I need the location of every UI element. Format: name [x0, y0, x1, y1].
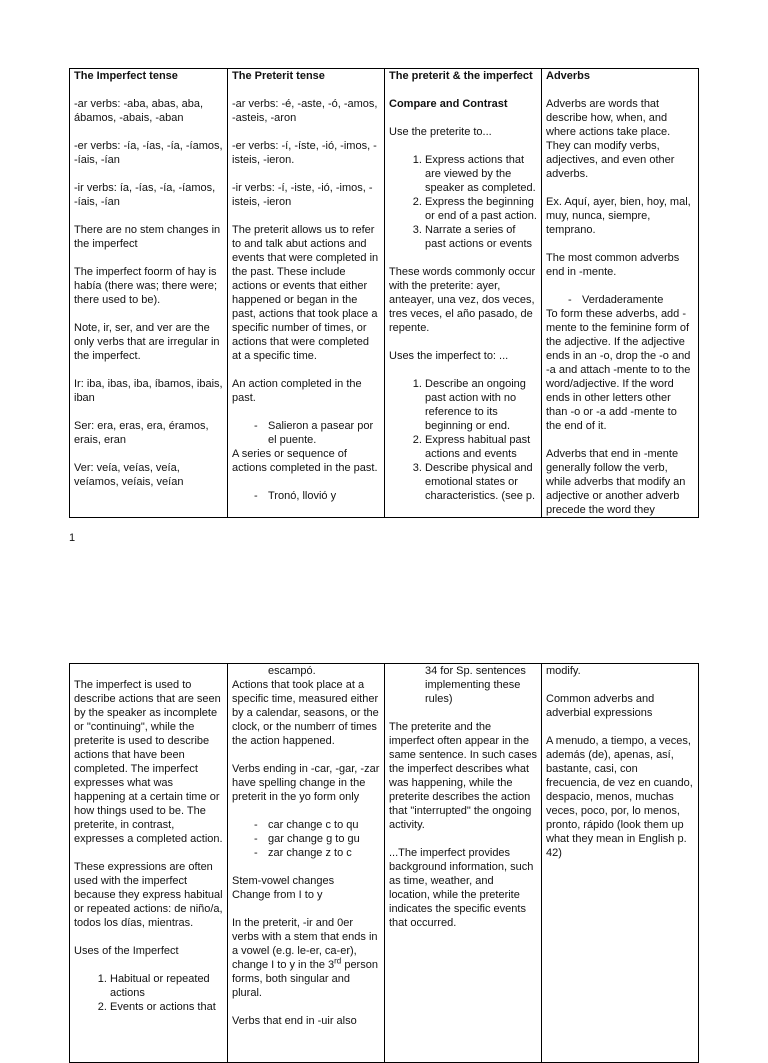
imperfect-ser-conjugation: Ser: era, eras, era, éramos, erais, eran: [74, 420, 209, 446]
imperfect-list-cont: 34 for Sp. sentences implementing these rules): [425, 665, 526, 705]
preterit-ir-endings: -ir verbs: -í, -iste, -ió, -imos, -isteis, -ieron: [232, 182, 373, 208]
preterit-er-endings: -er verbs: -í, -íste, -ió, -imos, -isteis, -ieron.: [232, 140, 377, 166]
preterit-spelling-change: Verbs ending in -car, -gar, -zar have spelling change in the preterit in the yo form only: [232, 763, 380, 803]
list-item: 3. Narrate a series of past actions or events: [425, 223, 537, 251]
use-preterite-heading: Use the preterite to...: [389, 126, 492, 138]
preterit-example-2: - Tronó, llovió y: [254, 489, 380, 503]
imperfect-ar-endings: -ar verbs: -aba, abas, aba, ábamos, -abais, -aban: [74, 98, 204, 124]
preterit-column: [228, 69, 385, 518]
stem-change-rule: Change from I to y: [232, 889, 323, 901]
adverbs-examples: Ex. Aquí, ayer, bien, hoy, mal, muy, nunca, siempre, temprano.: [546, 196, 691, 236]
list-item: 2. Express the beginning or end of a past action.: [425, 195, 537, 223]
preterit-y-note: In the preterit, -ir and 0er verbs with a stem that ends in a vowel (e.g. le-er, ca-er), change I to y in the 3rd person forms, both singular and plural.: [232, 917, 378, 999]
adverbs-title: Adverbs: [546, 70, 591, 82]
adverbs-intro: Adverbs are words that describe how, when, and where actions take place. They can modify verbs, adjectives, and even other adverbs.: [546, 98, 675, 180]
compare-background: ...The imperfect provides background information, such as time, weather, and location, while the preterite indicates the specific events that occurred.: [389, 847, 534, 929]
adverbs-column: [542, 69, 699, 518]
preterit-example-1: - Salieron a pasear por el puente.: [254, 419, 380, 447]
preterit-uir-note: Verbs that end in -uir also: [232, 1015, 357, 1027]
list-item: - gar change g to gu: [254, 832, 380, 846]
imperfect-hay: The imperfect foorm of hay is había (there was; there were; there used to be).: [74, 266, 218, 306]
list-item: - car change c to qu: [254, 818, 380, 832]
preterit-allows: The preterit allows us to refer to and talk abut actions and events that were completed in the past. These include actions or events that either happened or began in the past, actions that took place a specific number of times, or actions that were completed at a specific time.: [232, 224, 379, 362]
imperfect-irregular-note: Note, ir, ser, and ver are the only verbs that are irregular in the imperfect.: [74, 322, 220, 362]
adverbs-follow: Adverbs that end in -mente generally follow the verb, while adverbs that modify an adjective or another adverb precede the word they: [546, 448, 686, 516]
imperfect-no-stem: There are no stem changes in the imperfect: [74, 224, 221, 250]
compare-together: The preterite and the imperfect often appear in the same sentence. In such cases the imperfect describes what was happening, while the preterite describes the action that "interrupted" the ongoing activity.: [389, 721, 537, 831]
preterit-completed: An action completed in the past.: [232, 378, 362, 404]
imperfect-ver-conjugation: Ver: veía, veías, veía, veíamos, veíais, veían: [74, 462, 184, 488]
preterite-uses-list: [389, 153, 537, 251]
imperfect-column-cont: [70, 664, 228, 1063]
preterit-ar-endings: -ar verbs: -é, -aste, -ó, -amos, -asteis, -aron: [232, 98, 378, 124]
adverbs-follow-cont: modify.: [546, 665, 581, 677]
list-item: 2. Express habitual past actions and events: [425, 433, 537, 461]
compare-title: The preterit & the imperfect: [389, 70, 533, 82]
list-item: 2. Events or actions that: [110, 1000, 223, 1014]
preterit-specific-time: Actions that took place at a specific time, measured either by a calendar, seasons, or the clock, or the numberr of times the action happened.: [232, 679, 379, 747]
adverb-example-word: - Verdaderamente: [568, 293, 694, 307]
use-imperfect-heading: Uses the imperfect to: ...: [389, 350, 509, 362]
adverbs-form: To form these adverbs, add -mente to the feminine form of the adjective. If the adjective ends in an -o, drop the -o and -a and attach -mente to to the word/adjective. If the word ends in other letters other than -o or -a add -mente to the end of it.: [546, 308, 691, 432]
list-item: 1. Express actions that are viewed by the speaker as completed.: [425, 153, 537, 195]
preterit-column-cont: [228, 664, 385, 1063]
compare-subtitle: Compare and Contrast: [389, 98, 508, 110]
preterit-series: A series or sequence of actions completed in the past.: [232, 448, 378, 474]
page-number: 1: [69, 532, 76, 544]
list-item: 3. Describe physical and emotional states or characteristics. (see p.: [425, 461, 537, 503]
compare-column-cont: [385, 664, 542, 1063]
adverbs-common: The most common adverbs end in -mente.: [546, 252, 680, 278]
grammar-table-bottom: [69, 663, 699, 1063]
imperfect-ir-conjugation: Ir: iba, ibas, iba, íbamos, ibais, iban: [74, 378, 223, 404]
imperfect-ir-endings: -ir verbs: ía, -ías, -ía, -íamos, -íais, -ían: [74, 182, 216, 208]
grammar-table-top: [69, 68, 699, 518]
list-item: - zar change z to c: [254, 846, 380, 860]
imperfect-column: [70, 69, 228, 518]
preterit-title: The Preterit tense: [232, 70, 325, 82]
preterit-example-2-cont: escampó.: [268, 665, 316, 677]
preterite-words: These words commonly occur with the preterite: ayer, anteayer, una vez, dos veces, tres veces, el año pasado, de repente.: [389, 266, 536, 334]
adverbs-column-cont: [542, 664, 699, 1063]
imperfect-title: The Imperfect tense: [74, 70, 178, 82]
imperfect-uses-title: Uses of the Imperfect: [74, 945, 179, 957]
compare-column: [385, 69, 542, 518]
imperfect-expressions: These expressions are often used with the imperfect because they express habitual or repeated actions: de niño/a, todos los días, mientras.: [74, 861, 223, 929]
adverbs-common-title: Common adverbs and adverbial expressions: [546, 693, 655, 719]
list-item: 1. Habitual or repeated actions: [110, 972, 223, 1000]
spelling-change-list: [232, 818, 380, 860]
imperfect-uses-list: [389, 377, 537, 503]
stem-change-title: Stem-vowel changes: [232, 875, 335, 887]
imperfect-usage: The imperfect is used to describe actions that are seen by the speaker as incomplete or "continuing", while the preterite is used to describe actions that have been completed. The imperfect expresses what was happening at a certain time or how things used to be. The preterite, in contrast, expresses a completed action.: [74, 679, 223, 845]
imperfect-uses-numbered: [74, 972, 223, 1014]
imperfect-er-endings: -er verbs: -ía, -ías, -ía, -íamos, -íais, -ían: [74, 140, 223, 166]
adverbs-list: A menudo, a tiempo, a veces, además (de), apenas, así, bastante, casi, con frecuencia, de vez en cuando, despacio, menos, muchas veces, poco, por, lo menos, pronto, rápido (look them up what they mean in English p. 42): [546, 735, 693, 859]
list-item: 1. Describe an ongoing past action with no reference to its beginning or end.: [425, 377, 537, 433]
